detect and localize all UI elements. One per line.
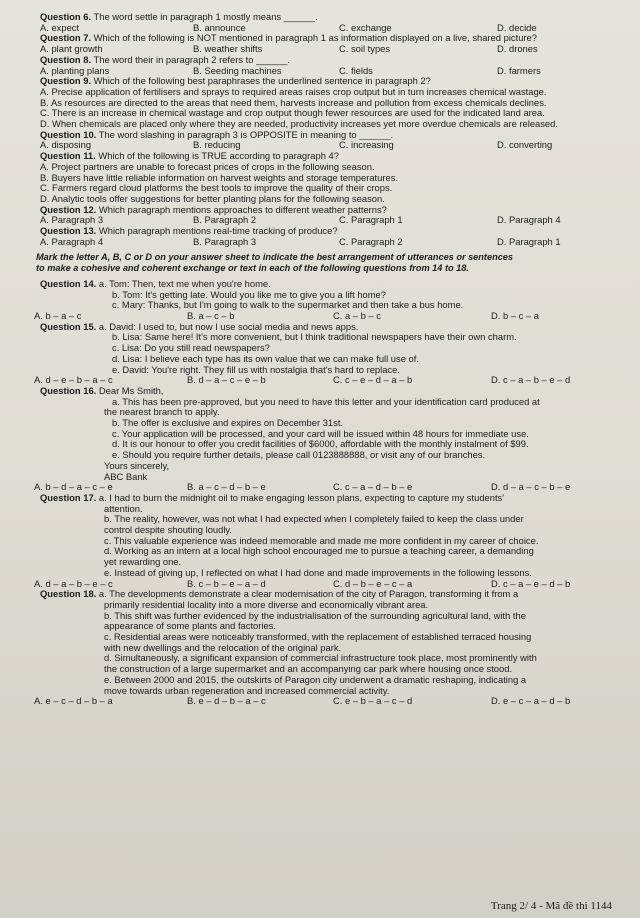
dialogue-line: a. Tom: Then, text me when you're home.	[98, 278, 271, 289]
options	[40, 66, 626, 77]
option-b[interactable]: B. weather shifts	[193, 43, 263, 55]
paragraph-line: d. Working as an intern at a local high school encouraged me to pursue a teaching career, a demanding	[104, 546, 534, 557]
option-d[interactable]: D. Paragraph 4	[497, 214, 561, 226]
option-a[interactable]: A. planting plans	[40, 64, 110, 76]
option-c[interactable]: C. a – b – c	[333, 309, 381, 321]
option-d[interactable]: D. c – a – e – d – b	[491, 577, 571, 589]
option-a[interactable]: A. b – a – c	[34, 309, 82, 321]
question-14	[34, 278, 626, 322]
instruction-line: Mark the letter A, B, C or D on your answer sheet to indicate the best arrangement of utterances or sentences	[36, 252, 514, 263]
paragraph-line: d. Simultaneously, a significant expansion of commercial infrastructure took place, most prominently with	[104, 653, 537, 664]
question-9	[40, 76, 626, 130]
question-11	[40, 151, 626, 205]
option-a[interactable]: A. Paragraph 4	[40, 235, 104, 247]
question-label: Question 16.	[40, 385, 97, 396]
option-a[interactable]: A. Project partners are unable to forecast prices of crops in the following season.	[40, 161, 375, 172]
question-label: Question 15.	[40, 321, 97, 332]
option-c[interactable]: C. soil types	[339, 43, 391, 55]
dialogue-line: c. Mary: Thanks, but I'm going to walk to the supermarket and then take a bus home.	[112, 300, 464, 311]
paragraph-line: b. This shift was further evidenced by the industrialisation of the surrounding agricultural land, with the	[104, 610, 526, 621]
dialogue-line: b. Lisa: Same here! It's more convenient, but I think traditional newspapers have their own charm.	[112, 332, 517, 343]
option-c[interactable]: C. There is an increase in chemical wastage and crop output though fewer resources are used for the indicated land area.	[40, 108, 545, 119]
option-d[interactable]: D. b – c – a	[491, 309, 539, 321]
option-b[interactable]: B. c – b – e – a – d	[187, 577, 266, 589]
question-6	[40, 12, 626, 33]
option-c[interactable]: C. fields	[339, 64, 373, 76]
letter-line: d. It is our honour to offer you credit facilities of $6000, affordable with the monthly instalment of $99.	[112, 439, 529, 450]
dialogue-line: c. Lisa: Do you still read newspapers?	[112, 343, 270, 354]
paragraph-line: a. I had to burn the midnight oil to make engaging lesson plans, expecting to capture my students'	[98, 492, 505, 503]
options	[40, 237, 626, 248]
option-d[interactable]: D. e – c – a – d – b	[491, 695, 571, 707]
letter-line: e. Should you require further details, please call 0123888888, or visit any of our branches.	[112, 450, 486, 461]
option-d[interactable]: D. converting	[497, 139, 553, 151]
paragraph-line: e. Between 2000 and 2015, the outskirts of Paragon city underwent a dramatic reshaping, indicating a	[104, 674, 527, 685]
option-a[interactable]: A. d – e – b – a – c	[34, 374, 113, 386]
question-label: Question 13.	[40, 226, 97, 237]
option-c[interactable]: C. Paragraph 2	[339, 235, 403, 247]
option-d[interactable]: D. farmers	[497, 64, 541, 76]
options	[34, 696, 626, 707]
option-d[interactable]: D. d – a – c – b – e	[491, 481, 571, 493]
option-c[interactable]: C. d – b – e – c – a	[333, 577, 413, 589]
letter-closing: Yours sincerely,	[104, 460, 170, 471]
question-17	[34, 492, 626, 589]
question-label: Question 6.	[40, 12, 92, 22]
question-10	[40, 130, 626, 151]
paragraph-line: e. Instead of giving up, I reflected on what I had done and made improvements in the following lessons.	[104, 567, 532, 578]
question-label: Question 7.	[40, 33, 92, 44]
option-d[interactable]: D. decide	[497, 21, 537, 33]
paragraph-line: move towards urban regeneration and increased commercial activity.	[104, 685, 390, 696]
question-8	[40, 55, 626, 76]
question-label: Question 8.	[40, 54, 92, 65]
dialogue-line: e. David: You're right. They fill us with nostalgia that's hard to replace.	[112, 364, 400, 375]
question-text: Which paragraph mentions real-time tracking of produce?	[98, 226, 338, 237]
option-b[interactable]: B. e – d – b – a – c	[187, 695, 266, 707]
paragraph-line: yet rewarding one.	[104, 557, 182, 568]
option-b[interactable]: B. As resources are directed to the areas that need them, harvests increase and pollution from excess chemicals declines.	[40, 97, 547, 108]
option-a[interactable]: A. disposing	[40, 139, 92, 151]
letter-line: the nearest branch to apply.	[104, 407, 220, 418]
paragraph-line: b. The reality, however, was not what I had expected when I completely failed to keep the class under	[104, 514, 524, 525]
question-label: Question 10.	[40, 129, 97, 140]
option-c[interactable]: C. increasing	[339, 139, 394, 151]
options	[34, 375, 626, 386]
question-text: The word slashing in paragraph 3 is OPPOSITE in meaning to ______.	[98, 129, 394, 140]
question-7	[40, 33, 626, 54]
letter-line: a. This has been pre-approved, but you need to have this letter and your identification card produced at	[112, 396, 540, 407]
dialogue-line: d. Lisa: I believe each type has its own value that we can make full use of.	[112, 353, 419, 364]
option-b[interactable]: B. announce	[193, 21, 246, 33]
option-a[interactable]: A. d – a – b – e – c	[34, 577, 113, 589]
option-d[interactable]: D. c – a – b – e – d	[491, 374, 571, 386]
option-b[interactable]: B. reducing	[193, 139, 241, 151]
option-b[interactable]: B. Seeding machines	[193, 64, 282, 76]
option-b[interactable]: B. a – c – b	[187, 309, 235, 321]
option-c[interactable]: C. exchange	[339, 21, 392, 33]
question-16	[34, 385, 626, 493]
question-13	[40, 226, 626, 247]
question-text: Which of the following is NOT mentioned in paragraph 1 as information displayed on a live, shared picture?	[93, 33, 537, 44]
option-d[interactable]: D. drones	[497, 43, 538, 55]
letter-line: b. The offer is exclusive and expires on December 31st.	[112, 418, 344, 429]
option-b[interactable]: B. d – a – c – e – b	[187, 374, 266, 386]
options	[40, 140, 626, 151]
option-b[interactable]: B. Paragraph 3	[193, 235, 257, 247]
option-a[interactable]: A. plant growth	[40, 43, 103, 55]
paragraph-line: primarily residential locality into a more diverse and economically vibrant area.	[104, 599, 429, 610]
question-text: Which of the following best paraphrases the underlined sentence in paragraph 2?	[93, 76, 431, 87]
question-18	[34, 589, 626, 707]
option-c[interactable]: C. Paragraph 1	[339, 214, 403, 226]
paragraph-line: control despite shouting loudly.	[104, 525, 233, 536]
option-c[interactable]: C. c – a – d – b – e	[333, 481, 413, 493]
paragraph-line: appearance of some plants and factories.	[104, 621, 276, 632]
question-label: Question 14.	[40, 278, 97, 289]
option-c[interactable]: C. e – b – a – c – d	[333, 695, 413, 707]
question-label: Question 17.	[40, 492, 97, 503]
question-label: Question 11.	[40, 151, 96, 162]
question-15	[34, 321, 626, 386]
question-label: Question 18.	[40, 589, 97, 600]
option-c[interactable]: C. Farmers regard cloud platforms the best tools to improve the quality of their crops.	[40, 183, 393, 194]
options	[34, 579, 626, 590]
option-a[interactable]: A. e – c – d – b – a	[34, 695, 113, 707]
dialogue-line: b. Tom: It's getting late. Would you like me to give you a lift home?	[112, 289, 386, 300]
paragraph-line: with new dwellings and the relocation of the original park.	[104, 642, 342, 653]
letter-sender: ABC Bank	[104, 471, 148, 482]
option-c[interactable]: C. c – e – d – a – b	[333, 374, 413, 386]
question-label: Question 12.	[40, 204, 97, 215]
paragraph-line: a. The developments demonstrate a clear modernisation of the city of Paragon, transforming it from a	[98, 589, 519, 600]
section-instruction	[36, 252, 626, 273]
paragraph-line: c. This valuable experience was indeed memorable and made me more confident in my career of choice.	[104, 535, 539, 546]
option-a[interactable]: A. expect	[40, 21, 80, 33]
dialogue-line: a. David: I used to, but now I use social media and news apps.	[98, 321, 359, 332]
option-b[interactable]: B. a – c – d – b – e	[187, 481, 266, 493]
options	[40, 215, 626, 226]
option-d[interactable]: D. When chemicals are placed only where they are needed, productivity increases yet more overdue chemicals are released.	[40, 119, 558, 130]
options	[40, 23, 626, 34]
options	[40, 44, 626, 55]
option-a[interactable]: A. b – d – a – c – e	[34, 481, 113, 493]
question-text: Which paragraph mentions approaches to different weather patterns?	[98, 204, 387, 215]
option-a[interactable]: A. Precise application of fertilisers and sprays to required areas raises crop output but in turn increases chemical wastage.	[40, 86, 547, 97]
paragraph-line: the construction of a large supermarket and an accompanying car park where housing once stood.	[104, 664, 513, 675]
option-b[interactable]: B. Buyers have little reliable information on harvest weights and storage temperatures.	[40, 172, 398, 183]
paragraph-line: c. Residential areas were noticeably transformed, with the replacement of established terraced housing	[104, 632, 532, 643]
options	[34, 311, 626, 322]
option-d[interactable]: D. Analytic tools offer suggestions for better planting plans for the following season.	[40, 193, 385, 204]
instruction-line: to make a cohesive and coherent exchange or text in each of the following questions from 14 to 18.	[36, 263, 469, 274]
options	[34, 482, 626, 493]
option-d[interactable]: D. Paragraph 1	[497, 235, 561, 247]
question-label: Question 9.	[40, 76, 92, 87]
letter-greeting: Dear Ms Smith,	[98, 385, 164, 396]
option-a[interactable]: A. Paragraph 3	[40, 214, 104, 226]
question-12	[40, 205, 626, 226]
paragraph-line: attention.	[104, 503, 143, 514]
page-footer: Trang 2/ 4 - Mã đề thi 1144	[490, 900, 612, 913]
question-text: The word settle in paragraph 1 mostly means ______.	[93, 12, 318, 22]
question-text: The word their in paragraph 2 refers to ______.	[93, 54, 290, 65]
option-b[interactable]: B. Paragraph 2	[193, 214, 257, 226]
question-text: Which of the following is TRUE according to paragraph 4?	[98, 151, 339, 162]
letter-line: c. Your application will be processed, and your card will be issued within 48 hours for immediate use.	[112, 428, 529, 439]
